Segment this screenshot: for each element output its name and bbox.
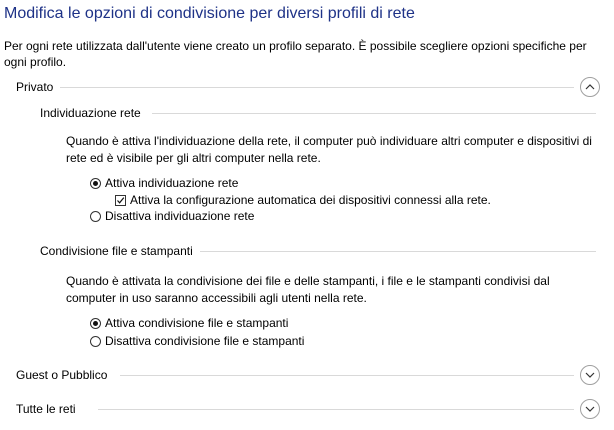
divider: [120, 375, 574, 376]
radio-network-discovery-off[interactable]: [90, 208, 254, 224]
radio-file-sharing-off[interactable]: [90, 333, 304, 349]
chevron-down-icon[interactable]: [580, 365, 600, 385]
radio-selected-icon[interactable]: [90, 178, 101, 189]
page-title: Modifica le opzioni di condivisione per diversi profili di rete: [4, 5, 415, 22]
file-sharing-heading: [40, 244, 614, 264]
network-discovery-description: Quando è attiva l'individuazione della rete, il computer può individuare altri computer e dispositivi di rete ed è visibile per gli altri computer nella rete.: [66, 134, 592, 165]
radio-unselected-icon[interactable]: [90, 211, 101, 222]
radio-network-discovery-on[interactable]: [90, 175, 238, 191]
profile-all-networks-label: Tutte le reti: [16, 402, 76, 416]
network-discovery-title: Individuazione rete: [40, 106, 141, 120]
profile-private-label: Privato: [16, 80, 54, 94]
checkbox-checked-icon[interactable]: [115, 195, 126, 206]
profile-guest-header[interactable]: [16, 364, 614, 388]
network-discovery-heading: [40, 106, 614, 126]
divider: [60, 87, 574, 88]
radio-label: Disattiva individuazione rete: [105, 209, 255, 223]
radio-unselected-icon[interactable]: [90, 336, 101, 347]
radio-label: Attiva condivisione file e stampanti: [105, 316, 289, 330]
file-sharing-title: Condivisione file e stampanti: [40, 244, 193, 258]
divider: [200, 251, 596, 252]
profile-guest-label: Guest o Pubblico: [16, 368, 108, 382]
radio-label: Attiva individuazione rete: [105, 176, 239, 190]
profile-private-header[interactable]: [16, 76, 614, 100]
checkbox-auto-setup[interactable]: [115, 192, 491, 208]
radio-file-sharing-on[interactable]: [90, 315, 288, 331]
radio-label: Disattiva condivisione file e stampanti: [105, 334, 305, 348]
chevron-down-icon[interactable]: [580, 399, 600, 419]
divider: [98, 409, 574, 410]
file-sharing-description: Quando è attivata la condivisione dei file e delle stampanti, i file e le stampanti condivisi dal computer in uso saranno accessibili agli utenti nella rete.: [66, 274, 550, 305]
page-description: Per ogni rete utilizzata dall'utente viene creato un profilo separato. È possibile scegliere opzioni specifiche per ogni profilo.: [4, 39, 587, 69]
radio-selected-icon[interactable]: [90, 318, 101, 329]
checkbox-label: Attiva la configurazione automatica dei dispositivi connessi alla rete.: [130, 193, 491, 207]
profile-all-networks-header[interactable]: [16, 398, 614, 422]
divider: [152, 113, 596, 114]
chevron-up-icon[interactable]: [580, 77, 600, 97]
